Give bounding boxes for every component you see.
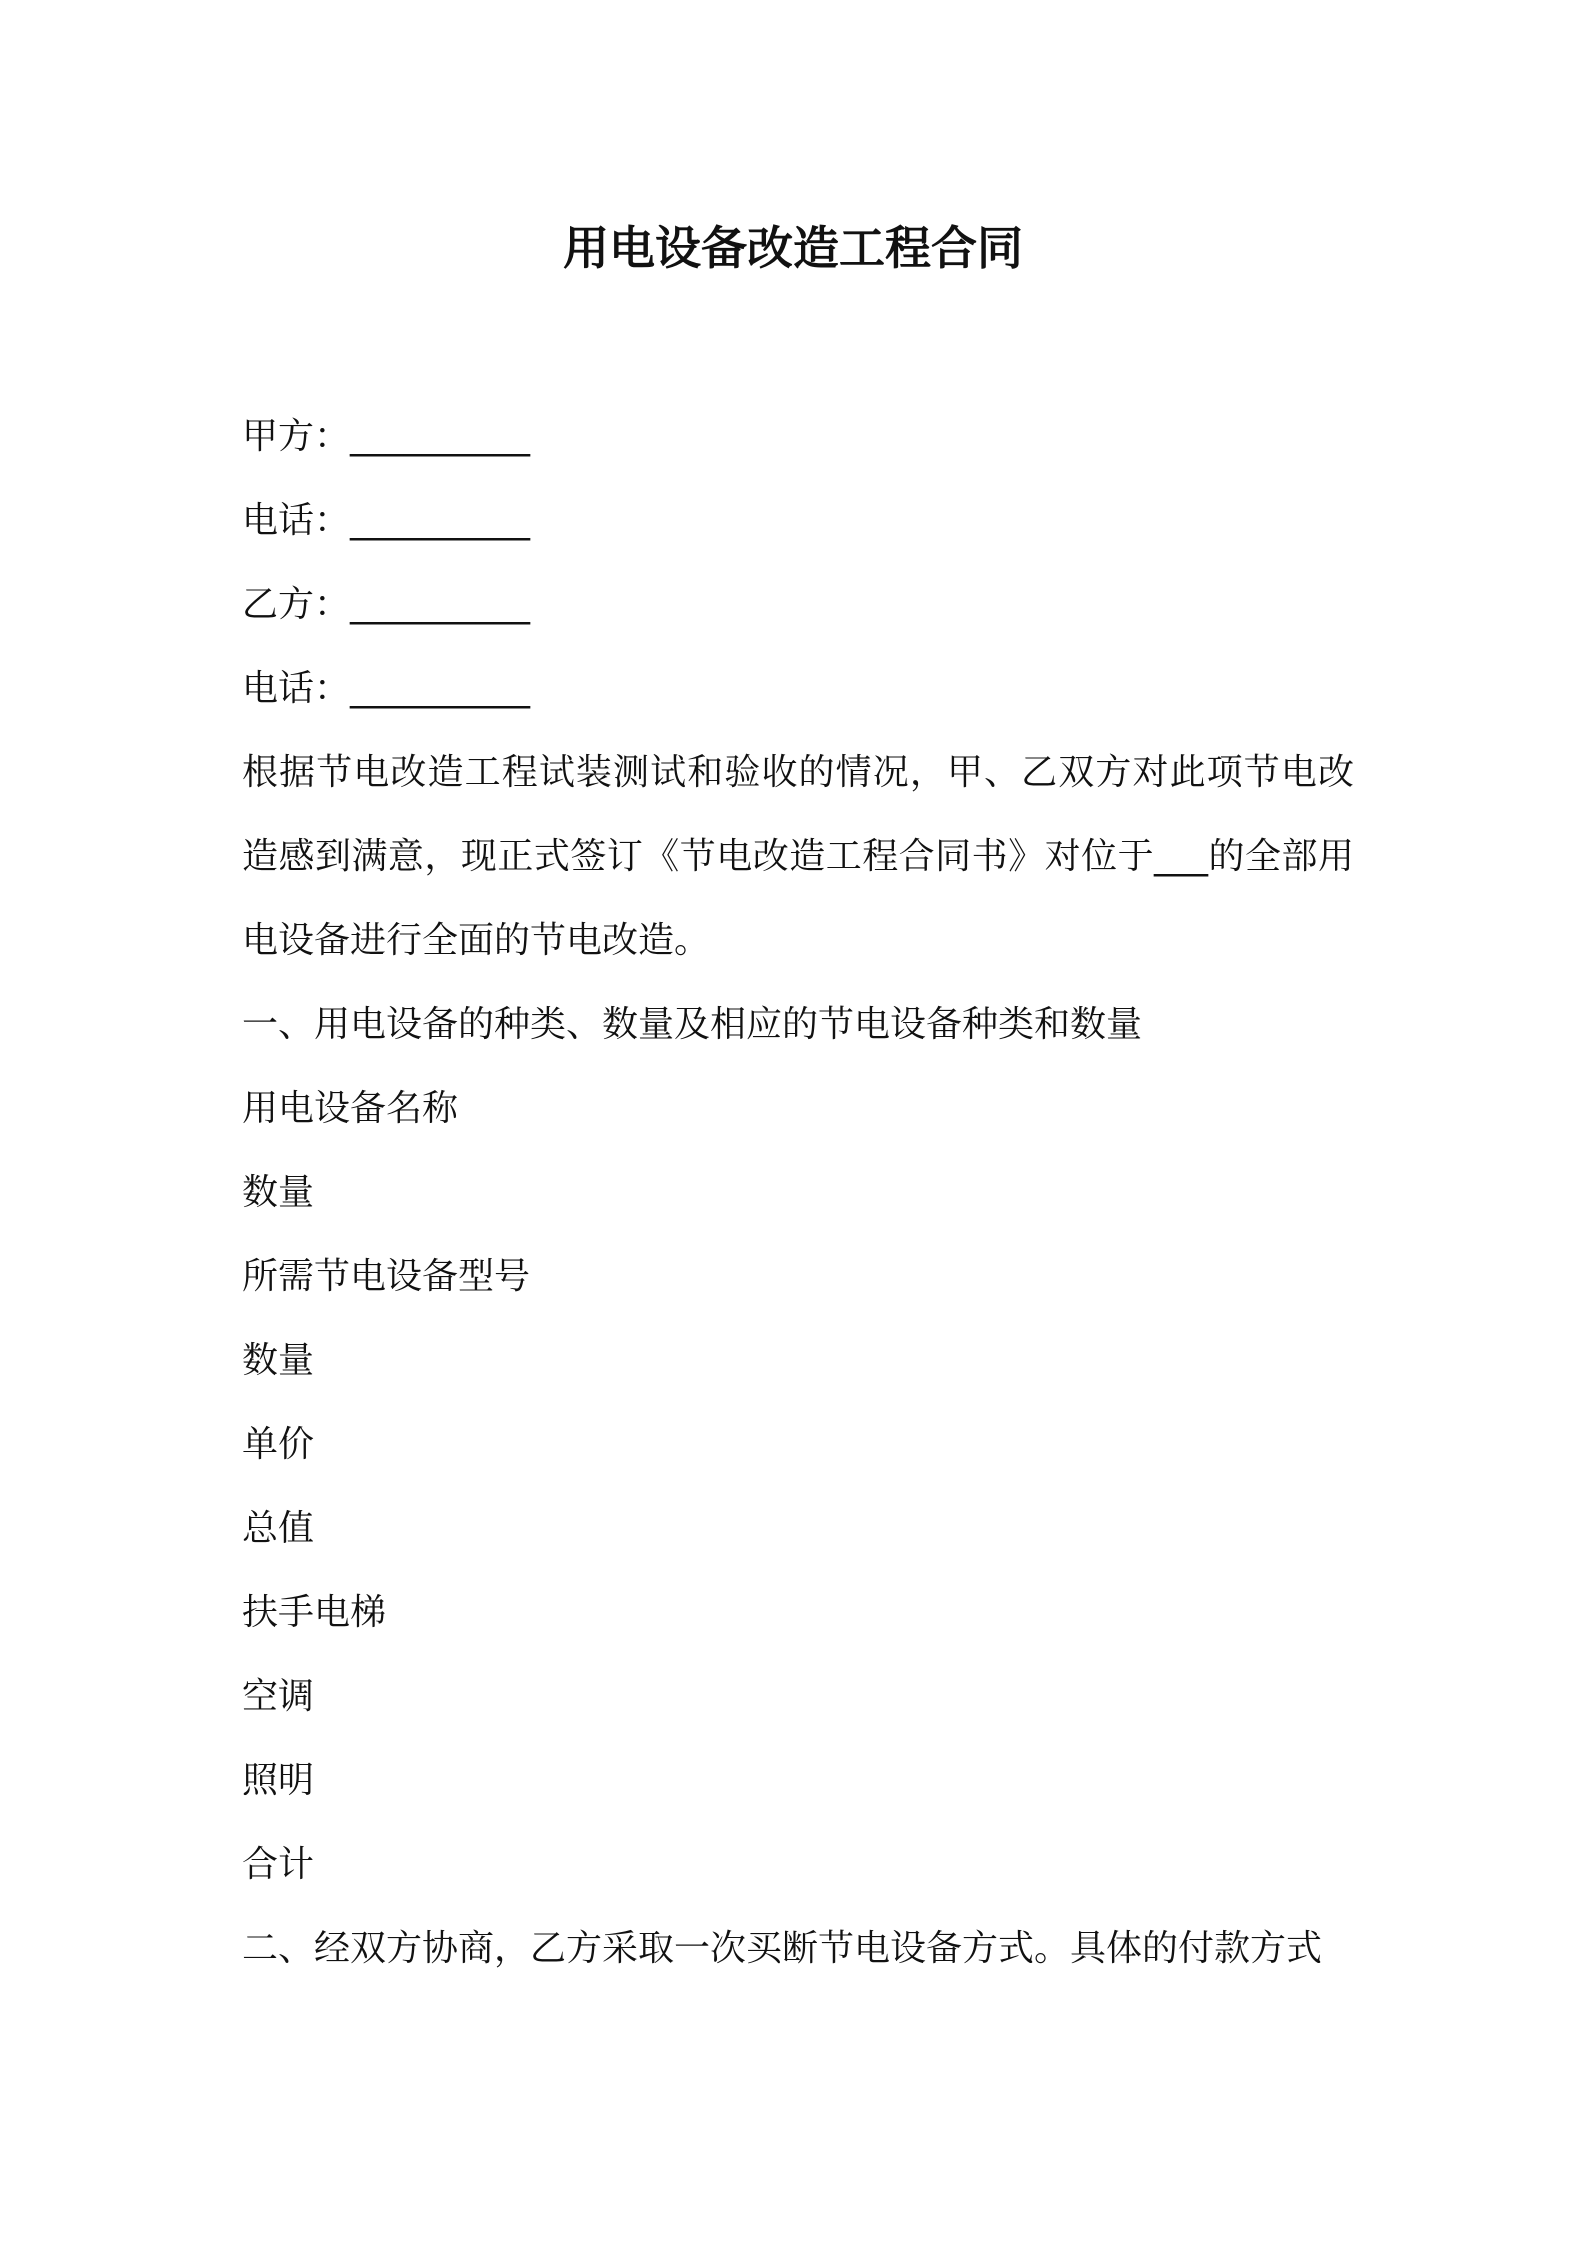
party-b-phone-line: 电话：__________ [242,668,531,709]
party-a-line: 甲方：__________ [242,416,531,457]
document-title: 用电设备改造工程合同 [563,221,1023,275]
table-item-total: 合计 [242,1844,315,1885]
party-b-line: 乙方：__________ [242,584,531,625]
table-item-lighting: 照明 [242,1760,315,1801]
table-item-equipment-name: 用电设备名称 [242,1088,459,1129]
table-item-quantity-2: 数量 [242,1340,315,1381]
table-item-required-model: 所需节电设备型号 [242,1256,531,1297]
section-2-start: 二、经双方协商，乙方采取一次买断节电设备方式。具体的付款方式 [242,1928,1323,1969]
table-item-unit-price: 单价 [242,1424,315,1465]
table-item-quantity: 数量 [242,1172,315,1213]
intro-paragraph: 根据节电改造工程试装测试和验收的情况，甲、乙双方对此项节电改造感到满意，现正式签订《节电改造工程合同书》对位于___的全部用电设备进行全面的节电改造。 [242,752,1354,961]
section-1-heading: 一、用电设备的种类、数量及相应的节电设备种类和数量 [242,1004,1143,1045]
document-body [242,395,1354,1991]
table-item-escalator: 扶手电梯 [242,1592,387,1633]
table-item-total-value: 总值 [242,1508,315,1549]
table-item-air-conditioner: 空调 [242,1676,315,1717]
party-a-phone-line: 电话：__________ [242,500,531,541]
